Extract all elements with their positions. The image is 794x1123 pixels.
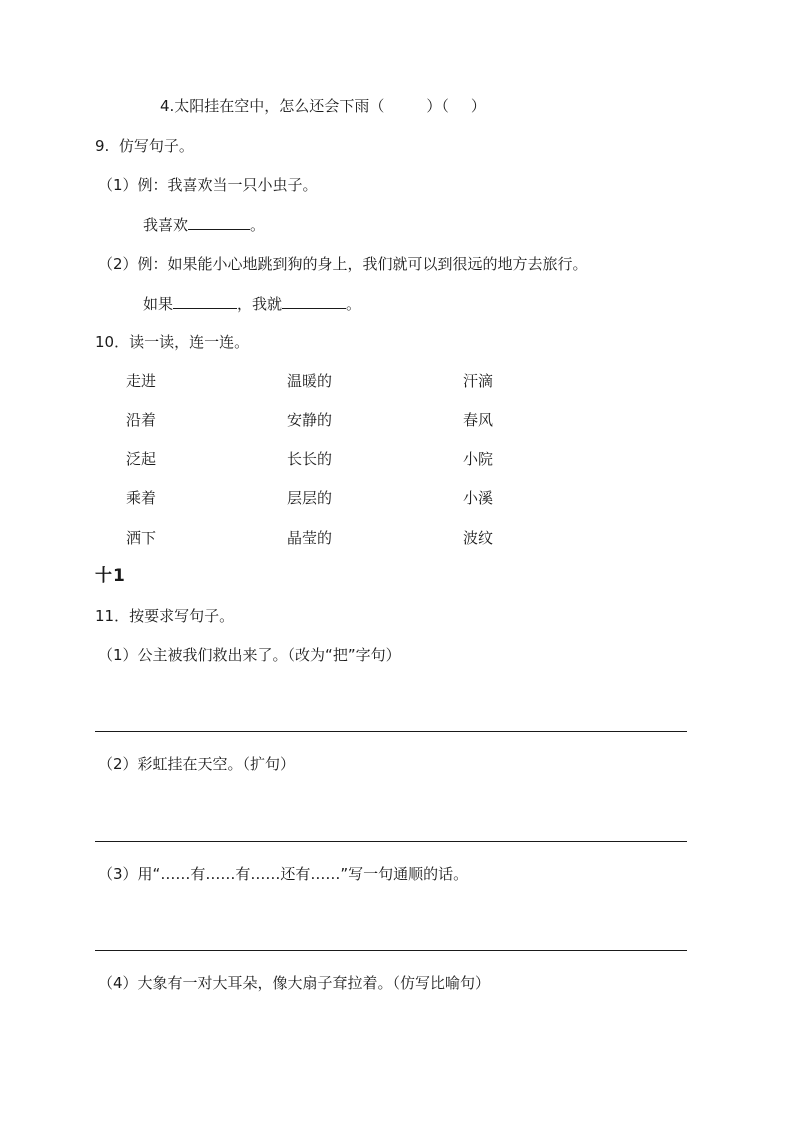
- q10-col3-item[interactable]: 小院: [463, 450, 494, 468]
- q10-title: 10．读一读，连一连。: [95, 333, 250, 351]
- q11-item-4: （4）大象有一对大耳朵，像大扇子耷拉着。（仿写比喻句）: [98, 974, 491, 992]
- q8-item4: [160, 96, 486, 116]
- q8-item4-text: 4.太阳挂在空中，怎么还会下雨（: [160, 97, 385, 115]
- q11-item-3: （3）用“……有……有……还有……”写一句通顺的话。: [98, 865, 469, 883]
- q9-sub2-blank-1[interactable]: [173, 294, 237, 309]
- q10-col2-item[interactable]: 安静的: [287, 411, 333, 429]
- q10-col1-item[interactable]: 走进: [126, 372, 157, 390]
- q10-col3-item[interactable]: 汗滴: [463, 372, 494, 390]
- q10-col2-item[interactable]: 层层的: [287, 489, 333, 507]
- q10-col1-item[interactable]: 乘着: [126, 489, 157, 507]
- q9-sub2-label: （2）例：如果能小心地跳到狗的身上，我们就可以到很远的地方去旅行。: [98, 255, 588, 273]
- q10-col1-item[interactable]: 洒下: [126, 529, 157, 547]
- q9-sub2-a: 如果: [143, 295, 174, 313]
- q11-item-2: （2）彩虹挂在天空。（扩句）: [98, 755, 296, 773]
- q11-answer-line-1[interactable]: [95, 731, 687, 732]
- q10-col3-item[interactable]: 小溪: [463, 489, 494, 507]
- q9-sub2-c: 。: [346, 295, 362, 313]
- q9-sub2-b: ，我就: [237, 295, 283, 313]
- q9-sub1-label: （1）例：我喜欢当一只小虫子。: [98, 176, 318, 194]
- q9-sub2-answer: [143, 294, 361, 314]
- q8-item4-end: ）: [470, 97, 486, 115]
- q11-answer-line-2[interactable]: [95, 841, 687, 842]
- q11-item-1: （1）公主被我们救出来了。（改为“把”字句）: [98, 646, 401, 664]
- q10-col1-item[interactable]: 泛起: [126, 450, 157, 468]
- q9-sub1-answer: [143, 215, 265, 235]
- q8-item4-mid: ）（: [426, 97, 449, 115]
- q11-title: 11．按要求写句子。: [95, 607, 235, 625]
- q10-col2-item[interactable]: 温暖的: [287, 372, 333, 390]
- q10-col2-item[interactable]: 晶莹的: [287, 529, 333, 547]
- q9-sub2-blank-2[interactable]: [282, 294, 346, 309]
- q9-title: 9. 仿写句子。: [95, 137, 194, 155]
- q10-col3-item[interactable]: 波纹: [463, 529, 494, 547]
- section-marker: 十1: [95, 566, 126, 586]
- q11-answer-line-3[interactable]: [95, 950, 687, 951]
- q10-col2-item[interactable]: 长长的: [287, 450, 333, 468]
- q10-col1-item[interactable]: 沿着: [126, 411, 157, 429]
- q9-sub1-suffix: 。: [250, 216, 266, 234]
- q9-sub1-prefix: 我喜欢: [143, 216, 189, 234]
- q10-col3-item[interactable]: 春风: [463, 411, 494, 429]
- q9-sub1-blank[interactable]: [188, 215, 250, 230]
